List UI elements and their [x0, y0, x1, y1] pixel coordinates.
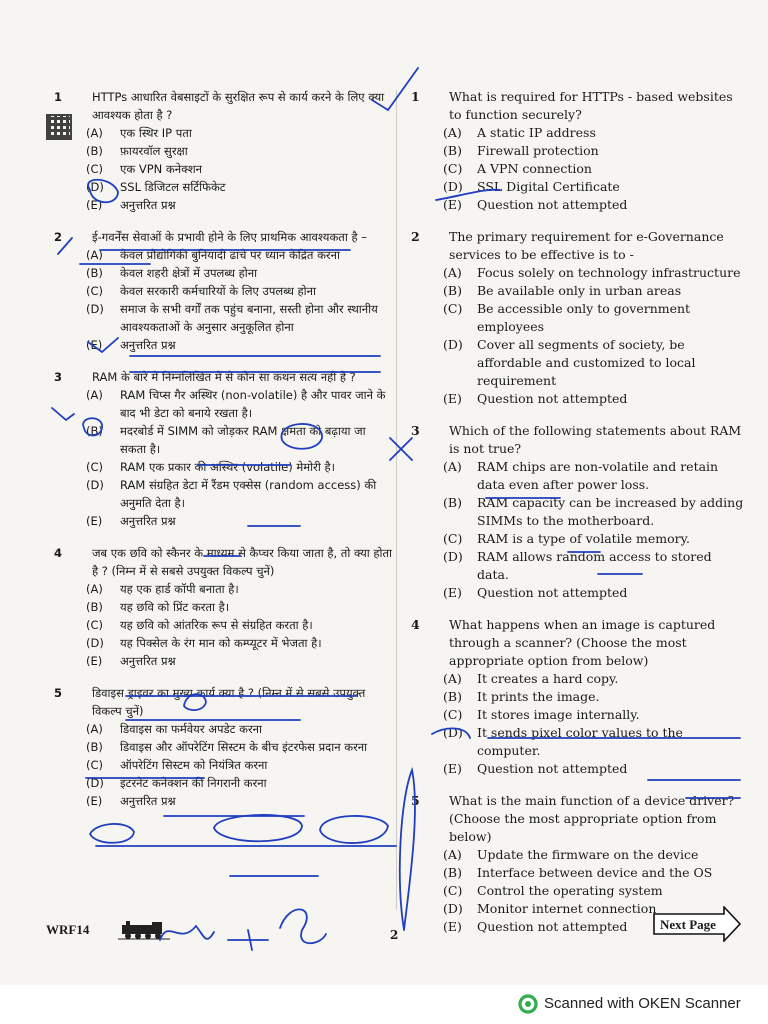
answer-option: [86, 634, 393, 652]
answer-option: [443, 390, 745, 408]
option-label: (B): [443, 865, 462, 880]
answer-option: [86, 386, 393, 422]
answer-option: [86, 282, 393, 300]
option-label: (E): [443, 919, 462, 934]
option-label: (E): [86, 514, 103, 528]
question: [405, 88, 745, 214]
question-text: RAM के बारे में निम्नलिखित में से कौन सा कथन सत्य नहीं है ?: [92, 370, 356, 384]
option-label: (B): [86, 266, 103, 280]
option-label: (A): [443, 847, 462, 862]
answer-option: [443, 548, 745, 584]
option-text: समाज के सभी वर्गों तक पहुंच बनाना, सस्ती होना और स्थानीय आवश्यकताओं के अनुसार अनुकूलित होना: [120, 302, 378, 334]
option-text: It creates a hard copy.: [477, 671, 619, 686]
question-text: What is required for HTTPs - based websites to function securely?: [449, 89, 733, 122]
option-label: (B): [86, 740, 103, 754]
question-number: 1: [54, 90, 63, 104]
paper-code: WRF14: [46, 922, 90, 937]
question: [405, 422, 745, 602]
question-number: 3: [54, 370, 63, 384]
question-header: [48, 228, 393, 246]
option-text: SSL डिजिटल सर्टिफिकेट: [120, 180, 226, 194]
answer-option: [86, 300, 393, 336]
answer-option: [443, 882, 745, 900]
answer-option: [443, 160, 745, 178]
answer-option: [86, 264, 393, 282]
answer-option: [86, 598, 393, 616]
question: [48, 684, 393, 810]
option-label: (A): [86, 248, 103, 262]
answer-option: [443, 124, 745, 142]
answer-option: [443, 688, 745, 706]
option-label: (C): [443, 883, 463, 898]
option-label: (A): [443, 459, 462, 474]
option-text: SSL Digital Certificate: [477, 179, 620, 194]
answer-option: [443, 760, 745, 778]
option-label: (E): [86, 794, 103, 808]
option-text: RAM chips are non-volatile and retain data even after power loss.: [477, 459, 719, 492]
option-label: (C): [443, 161, 463, 176]
answer-option: [86, 422, 393, 458]
question: [48, 368, 393, 530]
option-label: (B): [86, 144, 103, 158]
option-text: Question not attempted: [477, 391, 628, 406]
question-text: Which of the following statements about RAM is not true?: [449, 423, 742, 456]
question-header: [48, 544, 393, 580]
option-text: Update the firmware on the device: [477, 847, 699, 862]
option-text: अनुत्तरित प्रश्न: [120, 514, 176, 528]
answer-option: [86, 720, 393, 738]
answer-option: [443, 300, 745, 336]
question-header: [405, 422, 745, 458]
question-number: 4: [411, 617, 420, 632]
scanner-label: Scanned with OKEN Scanner: [544, 995, 741, 1012]
answer-option: [443, 724, 745, 760]
answer-option: [443, 458, 745, 494]
option-text: मदरबोर्ड में SIMM को जोड़कर RAM क्षमता को बढ़ाया जा सकता है।: [120, 424, 366, 456]
qr-code-icon: [46, 114, 72, 140]
question-header: [405, 88, 745, 124]
hindi-column: [48, 88, 393, 824]
option-text: Firewall protection: [477, 143, 599, 158]
answer-option: [86, 124, 393, 142]
option-label: (D): [86, 776, 104, 790]
option-label: (A): [443, 671, 462, 686]
option-label: (C): [86, 460, 104, 474]
question-number: 2: [411, 229, 420, 244]
question: [48, 88, 393, 214]
answer-option: [86, 512, 393, 530]
option-text: It sends pixel color values to the computer.: [477, 725, 683, 758]
answer-option: [443, 142, 745, 160]
option-text: अनुत्तरित प्रश्न: [120, 338, 176, 352]
question-header: [48, 684, 393, 720]
option-label: (B): [443, 283, 462, 298]
option-label: (C): [443, 531, 463, 546]
question-number: 1: [411, 89, 420, 104]
option-text: Control the operating system: [477, 883, 663, 898]
answer-option: [86, 336, 393, 354]
question-number: 5: [54, 686, 63, 700]
option-text: Cover all segments of society, be affordable and customized to local requirement: [477, 337, 696, 388]
option-label: (A): [86, 126, 103, 140]
option-label: (D): [86, 302, 104, 316]
option-text: Be available only in urban areas: [477, 283, 682, 298]
question-header: [48, 88, 393, 124]
answer-option: [443, 494, 745, 530]
option-text: यह एक हार्ड कॉपी बनाता है।: [120, 582, 239, 596]
option-text: यह पिक्सेल के रंग मान को कम्प्यूटर में भेजता है।: [120, 636, 322, 650]
question: [405, 616, 745, 778]
option-text: RAM चिप्स गैर अस्थिर (non-volatile) है और पावर जाने के बाद भी डेटा को बनाये रखता है।: [120, 388, 386, 420]
answer-option: [86, 792, 393, 810]
option-text: इंटरनेट कनेक्शन की निगरानी करना: [120, 776, 267, 790]
option-text: डिवाइस का फर्मवेयर अपडेट करना: [120, 722, 263, 736]
answer-option: [443, 196, 745, 214]
option-text: RAM allows random access to stored data.: [477, 549, 712, 582]
option-label: (C): [86, 284, 104, 298]
option-text: Be accessible only to government employees: [477, 301, 691, 334]
option-label: (D): [443, 725, 463, 740]
option-label: (E): [443, 585, 462, 600]
question-text: What is the main function of a device driver? (Choose the most appropriate option from below): [449, 793, 735, 844]
question-header: [405, 228, 745, 264]
option-text: Question not attempted: [477, 919, 628, 934]
option-text: अनुत्तरित प्रश्न: [120, 198, 176, 212]
answer-option: [443, 846, 745, 864]
option-label: (E): [443, 197, 462, 212]
question-text: What happens when an image is captured through a scanner? (Choose the most appropriate option from below): [449, 617, 716, 668]
question-header: [48, 368, 393, 386]
option-text: अनुत्तरित प्रश्न: [120, 794, 176, 808]
question-number: 4: [54, 546, 63, 560]
option-label: (A): [443, 265, 462, 280]
option-text: फ़ायरवॉल सुरक्षा: [120, 144, 188, 158]
option-label: (D): [443, 549, 463, 564]
option-label: (D): [86, 180, 104, 194]
answer-option: [443, 178, 745, 196]
option-label: (D): [443, 901, 463, 916]
option-label: (E): [86, 654, 103, 668]
question: [48, 228, 393, 354]
option-label: (E): [443, 761, 462, 776]
english-column: [405, 88, 745, 950]
option-text: यह छवि को प्रिंट करता है।: [120, 600, 230, 614]
option-label: (B): [443, 689, 462, 704]
option-label: (C): [443, 301, 463, 316]
option-label: (E): [86, 338, 103, 352]
locomotive-icon: [118, 920, 170, 940]
option-label: (C): [86, 618, 104, 632]
oken-logo-icon: [518, 994, 538, 1014]
question-text: HTTPs आधारित वेबसाइटों के सुरक्षित रूप से कार्य करने के लिए क्या आवश्यक होता है ?: [92, 90, 385, 122]
answer-option: [443, 282, 745, 300]
option-label: (A): [443, 125, 462, 140]
answer-option: [443, 264, 745, 282]
answer-option: [86, 178, 393, 196]
question: [405, 228, 745, 408]
answer-option: [86, 476, 393, 512]
option-text: Monitor internet connection: [477, 901, 657, 916]
option-label: (B): [86, 600, 103, 614]
option-label: (E): [443, 391, 462, 406]
option-text: Question not attempted: [477, 585, 628, 600]
answer-option: [86, 756, 393, 774]
answer-option: [86, 738, 393, 756]
answer-option: [443, 670, 745, 688]
question-text: The primary requirement for e-Governance services to be effective is to -: [449, 229, 724, 262]
option-label: (D): [443, 179, 463, 194]
option-label: (D): [86, 478, 104, 492]
answer-option: [86, 774, 393, 792]
question-text: जब एक छवि को स्कैनर के माध्यम से कैप्चर किया जाता है, तो क्या होता है ? (निम्न में से सबसे उपयुक्त विकल्प चुनें): [92, 546, 393, 578]
option-text: Question not attempted: [477, 197, 628, 212]
option-text: एक स्थिर IP पता: [120, 126, 192, 140]
answer-option: [443, 584, 745, 602]
answer-option: [86, 652, 393, 670]
option-text: एक VPN कनेक्शन: [120, 162, 203, 176]
option-text: RAM एक प्रकार की अस्थिर (volatile) मेमोरी है।: [120, 460, 335, 474]
answer-option: [86, 142, 393, 160]
option-text: यह छवि को आंतरिक रूप से संग्रहित करता है।: [120, 618, 313, 632]
option-text: डिवाइस और ऑपरेटिंग सिस्टम के बीच इंटरफेस प्रदान करना: [120, 740, 368, 754]
option-label: (C): [443, 707, 463, 722]
option-label: (A): [86, 722, 103, 736]
column-divider: [396, 90, 397, 910]
option-text: अनुत्तरित प्रश्न: [120, 654, 176, 668]
answer-option: [86, 246, 393, 264]
answer-option: [86, 196, 393, 214]
answer-option: [443, 530, 745, 548]
option-text: A VPN connection: [477, 161, 592, 176]
page-number: 2: [390, 928, 399, 942]
option-label: (B): [443, 143, 462, 158]
answer-option: [443, 706, 745, 724]
question-number: 2: [54, 230, 63, 244]
question-number: 3: [411, 423, 420, 438]
option-label: (D): [86, 636, 104, 650]
option-label: (A): [86, 388, 103, 402]
option-text: RAM संग्रहित डेटा में रैंडम एक्सेस (random access) की अनुमति देता है।: [120, 478, 377, 510]
option-label: (A): [86, 582, 103, 596]
answer-option: [443, 864, 745, 882]
option-text: केवल सरकारी कर्मचारियों के लिए उपलब्ध होना: [120, 284, 316, 298]
option-text: RAM is a type of volatile memory.: [477, 531, 691, 546]
option-label: (B): [443, 495, 462, 510]
option-text: Focus solely on technology infrastructure: [477, 265, 741, 280]
next-page-label: Next Page: [660, 917, 716, 932]
option-text: A static IP address: [477, 125, 596, 140]
option-text: RAM capacity can be increased by adding SIMMs to the motherboard.: [477, 495, 744, 528]
scanner-watermark-bar: [0, 985, 768, 1024]
question-header: [405, 616, 745, 670]
option-text: Question not attempted: [477, 761, 628, 776]
option-text: It stores image internally.: [477, 707, 640, 722]
question-text: ई-गवर्नेंस सेवाओं के प्रभावी होने के लिए प्राथमिक आवश्यकता है –: [92, 230, 368, 244]
answer-option: [443, 336, 745, 390]
question-text: डिवाइस ड्राइवर का मुख्य कार्य क्या है ? (निम्न में से सबसे उपयुक्त विकल्प चुनें): [92, 686, 366, 718]
option-label: (B): [86, 424, 103, 438]
option-text: केवल प्रौद्योगिकी बुनियादी ढांचे पर ध्यान केंद्रित करना: [120, 248, 340, 262]
answer-option: [86, 616, 393, 634]
question-number: 5: [411, 793, 420, 808]
option-label: (D): [443, 337, 463, 352]
option-text: Interface between device and the OS: [477, 865, 713, 880]
option-text: It prints the image.: [477, 689, 600, 704]
answer-option: [86, 458, 393, 476]
answer-option: [86, 160, 393, 178]
option-text: केवल शहरी क्षेत्रों में उपलब्ध होना: [120, 266, 258, 280]
answer-option: [86, 580, 393, 598]
option-label: (C): [86, 162, 104, 176]
option-label: (C): [86, 758, 104, 772]
question-header: [405, 792, 745, 846]
next-page-button[interactable]: [652, 906, 742, 942]
question: [48, 544, 393, 670]
option-text: ऑपरेटिंग सिस्टम को नियंत्रित करना: [120, 758, 268, 772]
option-label: (E): [86, 198, 103, 212]
